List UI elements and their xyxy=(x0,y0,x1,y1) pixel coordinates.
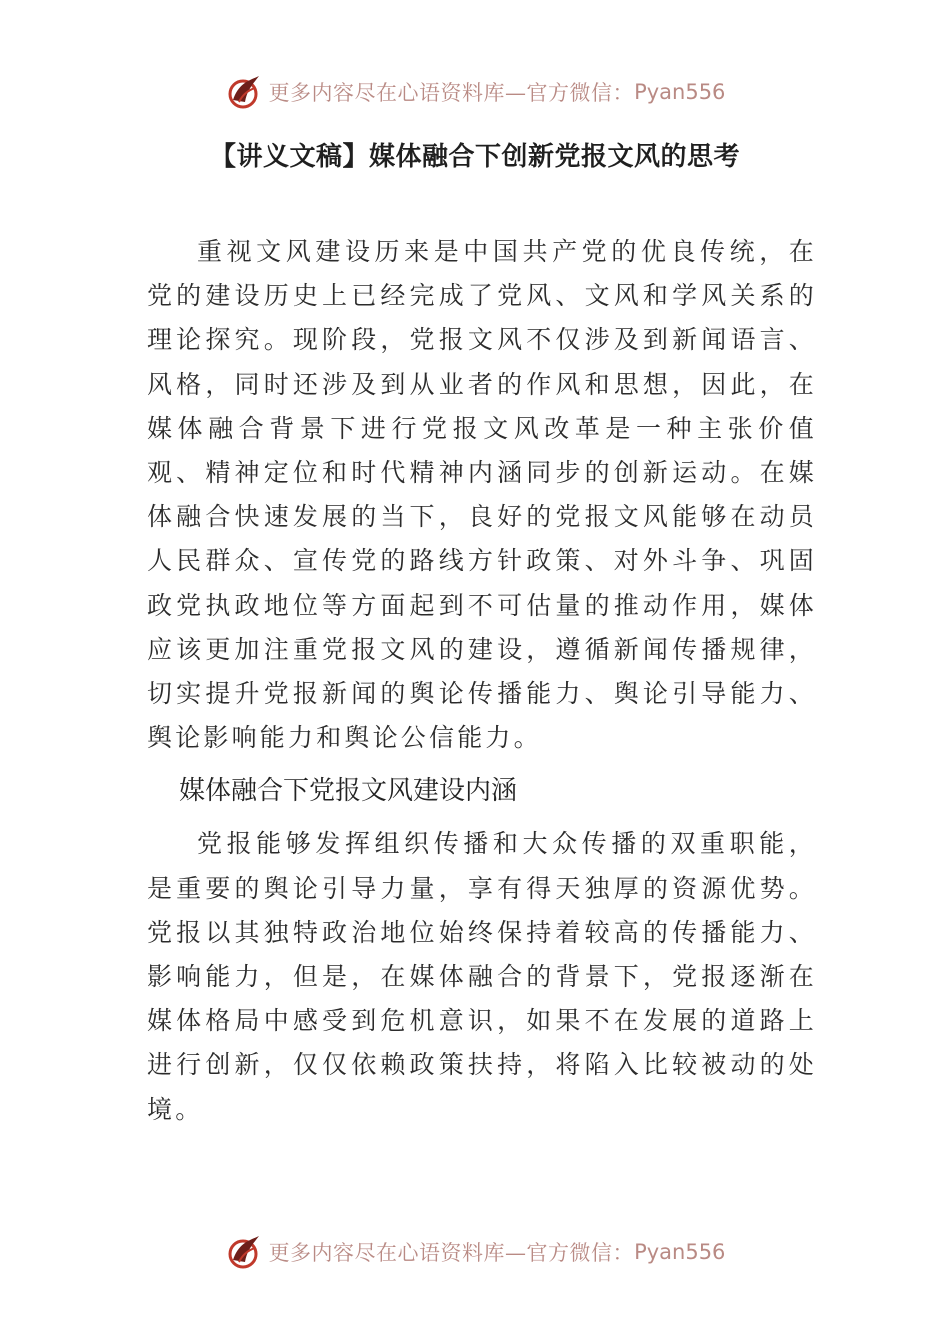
watermark-text: 更多内容尽在心语资料库—官方微信： xyxy=(268,81,635,105)
flame-swirl-logo-icon xyxy=(225,72,265,112)
section-heading: 媒体融合下党报文风建设内涵 xyxy=(179,776,518,807)
watermark-id: Pyan556 xyxy=(634,80,726,104)
watermark-banner-bottom xyxy=(0,1230,950,1274)
paragraph-intro: 重视文风建设历来是中国共产党的优良传统，在党的建设历史上已经完成了党风、文风和学风关系的理论探究。现阶段，党报文风不仅涉及到新闻语言、风格，同时还涉及到从业者的作风和思想，因此，在媒体融合背景下进行党报文风改革是一种主张价值观、精神定位和时代精神内涵同步的创新运动。在媒体融合快速发展的当下，良好的党报文风能够在动员人民群众、宣传党的路线方针政策、对外斗争、巩固政党执政地位等方面起到不可估量的推动作用，媒体应该更加注重党报文风的建设，遵循新闻传播规律，切实提升党报新闻的舆论传播能力、舆论引导能力、舆论影响能力和舆论公信能力。 xyxy=(147,237,817,753)
watermark-id: Pyan556 xyxy=(634,1240,726,1264)
flame-swirl-logo-icon xyxy=(225,1232,265,1272)
paragraph-section-1: 党报能够发挥组织传播和大众传播的双重职能，是重要的舆论引导力量，享有得天独厚的资源优势。党报以其独特政治地位始终保持着较高的传播能力、影响能力，但是，在媒体融合的背景下，党报逐渐在媒体格局中感受到危机意识，如果不在发展的道路上进行创新，仅仅依赖政策扶持，将陷入比较被动的处境。 xyxy=(147,829,817,1124)
document-body xyxy=(147,230,817,1132)
document-title: 【讲义文稿】媒体融合下创新党报文风的思考 xyxy=(209,142,740,172)
watermark-banner-top xyxy=(0,70,950,114)
watermark-text: 更多内容尽在心语资料库—官方微信： xyxy=(268,1241,635,1265)
